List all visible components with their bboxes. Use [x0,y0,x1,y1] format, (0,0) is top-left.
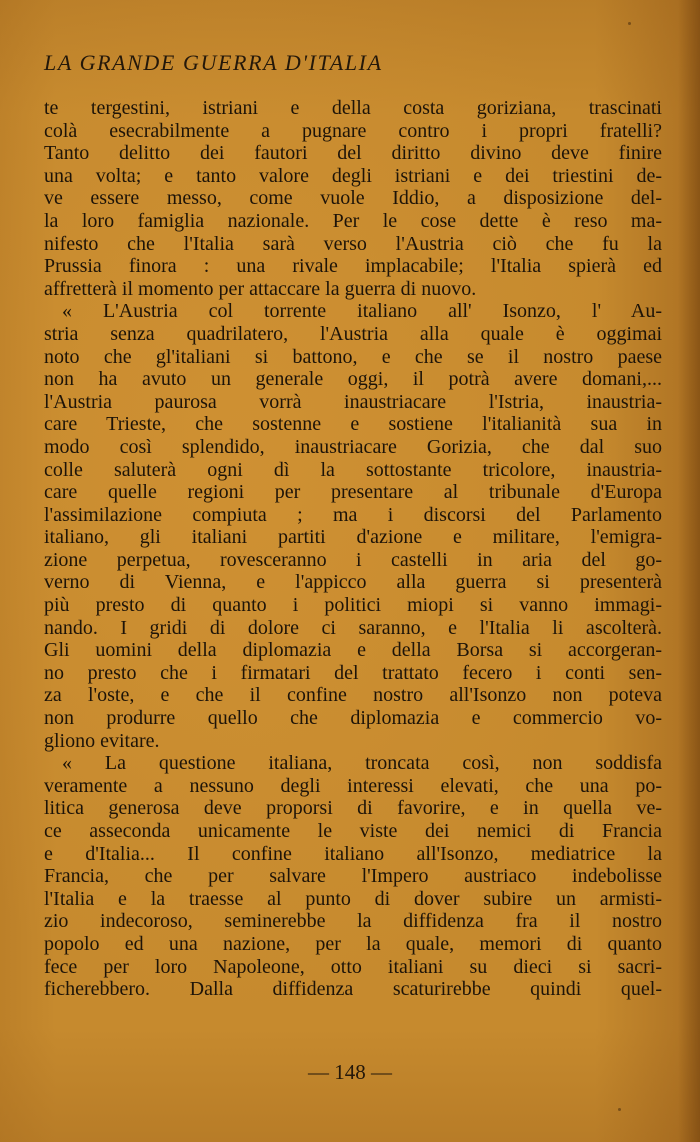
text-line: ficherebbero. Dalla diffidenza scaturirebbe quindi quel- [44,978,662,1001]
text-line: zione perpetua, rovesceranno i castelli in aria del go- [44,548,662,571]
text-line: non produrre quello che diplomazia e commercio vo- [44,707,662,730]
paper-speck [628,22,631,25]
text-line: una volta; e tanto valore degli istriani e dei triestini de- [44,164,662,187]
text-line: più presto di quanto i politici miopi si vanno immagi- [44,594,662,617]
text-line: litica generosa deve proporsi di favorire, e in quella ve- [44,797,662,820]
text-line: care quelle regioni per presentare al tribunale d'Europa [44,481,662,504]
text-line: veramente a nessuno degli interessi elevati, che una po- [44,774,662,797]
text-line: no presto che i firmatari del trattato fecero i conti sen- [44,661,662,684]
text-line: l'assimilazione compiuta ; ma i discorsi del Parlamento [44,503,662,526]
text-line: fece per loro Napoleone, otto italiani su dieci si sacri- [44,955,662,978]
text-line: stria senza quadrilatero, l'Austria alla quale è oggimai [44,322,662,345]
text-line: ce asseconda unicamente le viste dei nemici di Francia [44,820,662,842]
text-line: za l'oste, e che il confine nostro all'Isonzo non poteva [44,684,662,707]
text-line: colà esecrabilmente a pugnare contro i propri fratelli? [44,119,662,142]
page-number: — 148 — [308,1060,392,1084]
text-line: e d'Italia... Il confine italiano all'Isonzo, mediatrice la [44,842,662,865]
text-line: ve essere messo, come vuole Iddio, a disposizione del- [44,187,662,210]
paper-speck [618,1108,621,1111]
text-line: l'Italia e la traesse al punto di dover subire un armisti- [44,887,662,910]
text-line: nifesto che l'Italia sarà verso l'Austria ciò che fu la [44,232,662,255]
text-line: zio indecoroso, seminerebbe la diffidenza fra il nostro [44,910,662,933]
text-line: non ha avuto un generale oggi, il potrà avere domani,... [44,368,662,391]
text-line: gliono evitare. [44,729,160,752]
text-line: popolo ed una nazione, per la quale, memori di quanto [44,932,662,955]
text-line: italiano, gli italiani partiti d'azione e militare, l'emigra- [44,526,662,549]
text-line: l'Austria paurosa vorrà inaustriacare l'Istria, inaustria- [44,390,662,413]
body-text [44,97,662,1001]
text-line: « La questione italiana, troncata così, non soddisfa [62,752,662,775]
text-line: affretterà il momento per attaccare la guerra di nuovo. [44,277,477,300]
text-line: « L'Austria col torrente italiano all' Isonzo, l' Au- [62,300,662,323]
running-head: LA GRANDE GUERRA D'ITALIA [44,50,383,75]
text-line: noto che gl'italiani si battono, e che se il nostro paese [44,345,662,368]
text-line: colle saluterà ogni dì la sottostante tricolore, inaustria- [44,458,662,481]
text-line: te tergestini, istriani e della costa goriziana, trascinati [44,97,662,119]
text-line: care Trieste, che sostenne e sostiene l'italianità sua in [44,413,662,436]
text-line: la loro famiglia nazionale. Per le cose dette è reso ma- [44,209,662,232]
text-line: modo così splendido, inaustriacare Gorizia, che dal suo [44,435,662,458]
text-line: Francia, che per salvare l'Impero austriaco indebolisse [44,865,662,888]
text-line: verno di Vienna, e l'appicco alla guerra si presenterà [44,571,662,594]
text-line: nando. I gridi di dolore ci saranno, e l'Italia li ascolterà. [44,616,662,639]
text-line: Gli uomini della diplomazia e della Borsa si accorgeran- [44,639,662,662]
page-edge-shadow [678,0,700,1142]
text-line: Tanto delitto dei fautori del diritto divino deve finire [44,142,662,165]
text-line: Prussia finora : una rivale implacabile; l'Italia spierà ed [44,255,662,278]
